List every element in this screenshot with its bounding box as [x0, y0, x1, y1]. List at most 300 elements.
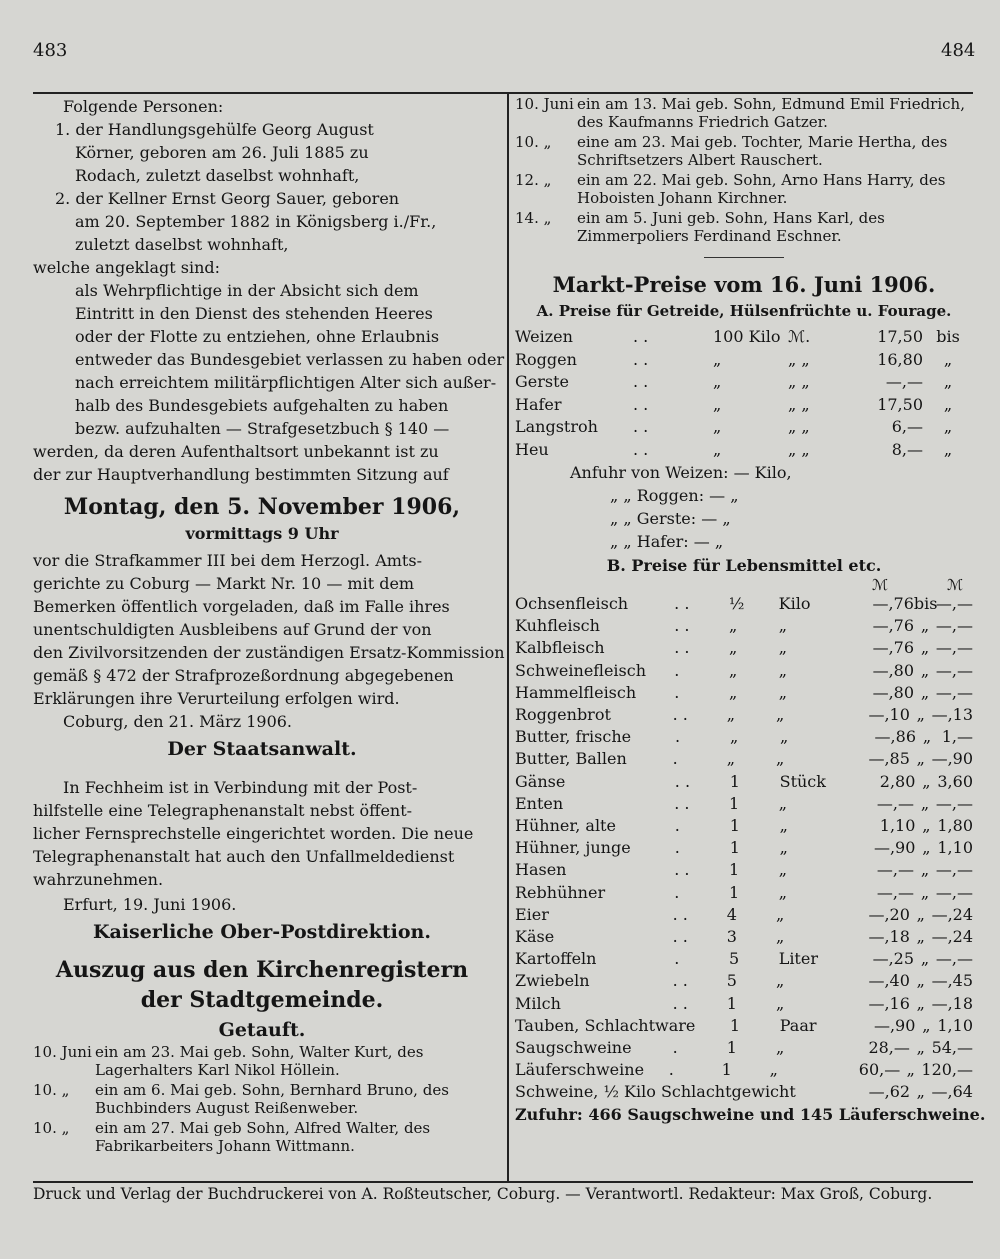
- text-line: Folgende Personen:: [63, 97, 224, 116]
- price-high: 1,—: [941, 727, 973, 747]
- register-entry: [33, 1119, 491, 1155]
- baptized-heading: Getauft.: [218, 1019, 306, 1041]
- text-line: werden, da deren Aufenthaltsort unbekannt ist zu: [33, 442, 439, 461]
- page-number-left: 483: [33, 40, 68, 61]
- price-high: —,—: [935, 882, 973, 902]
- price-low: —,76: [872, 594, 914, 613]
- item-name: Hühner, junge: [515, 838, 631, 858]
- leader-dots: . .: [672, 971, 688, 991]
- text-line: gemäß § 472 der Strafprozeßordnung abgegebenen: [33, 666, 454, 685]
- summons-text-2: [33, 549, 505, 710]
- entry-text: ein am 13. Mai geb. Sohn, Edmund Emil Friedrich, des Kaufmanns Friedrich Gatzer.: [577, 95, 965, 131]
- baptism-entries-right: [515, 95, 973, 245]
- text-line: 2. der Kellner Ernst Georg Sauer, geboren: [55, 189, 400, 208]
- signature-1: Der Staatsanwalt.: [167, 738, 357, 760]
- unit: „: [775, 993, 785, 1013]
- price-high: —,18: [931, 993, 974, 1013]
- leader-dots: .: [672, 1038, 678, 1058]
- right-column: [515, 95, 986, 1126]
- price-low: 8,—: [891, 439, 923, 459]
- price-low: —,80: [872, 660, 915, 680]
- text-line: wahrzunehmen.: [33, 870, 164, 889]
- supply-line: „ „ Gerste: — „: [610, 509, 731, 528]
- leader-dots: .: [674, 660, 680, 680]
- separator: „: [906, 1060, 915, 1080]
- quantity: 1: [728, 860, 740, 880]
- item-name: Butter, frische: [515, 727, 632, 747]
- separator: „: [943, 417, 953, 436]
- leader-dots: . .: [633, 349, 649, 369]
- price-low: —,90: [873, 1015, 916, 1035]
- leader-dots: . .: [674, 638, 690, 658]
- signature-2: Kaiserliche Ober-Postdirektion.: [93, 921, 431, 943]
- unit: „ „: [788, 349, 810, 369]
- price-low: —,90: [873, 838, 916, 858]
- quantity: 1: [729, 771, 740, 791]
- separator: „: [916, 971, 925, 991]
- unit: „: [779, 816, 788, 836]
- quantity: 5: [726, 971, 737, 991]
- section-b-heading: B. Preise für Lebensmittel etc.: [606, 556, 882, 575]
- quantity: 1: [728, 882, 740, 902]
- item-name: Heu: [515, 439, 549, 459]
- price-row: [515, 660, 973, 682]
- separator: „: [920, 860, 930, 880]
- leader-dots: . .: [672, 904, 688, 924]
- quantity: 3: [726, 927, 737, 947]
- price-low: —,—: [876, 882, 915, 902]
- price-low: 1,10: [879, 816, 916, 836]
- entry-date: 12. „: [515, 171, 552, 189]
- price-high: —,45: [931, 971, 974, 991]
- item-name: Hafer: [515, 394, 562, 414]
- price-high: 1,10: [937, 838, 973, 858]
- price-low: 17,50: [877, 394, 923, 414]
- separator: „: [922, 838, 931, 858]
- summons-text: [33, 95, 505, 486]
- quantity: 1: [729, 816, 740, 836]
- item-name: Tauben, Schlachtware: [515, 1015, 696, 1035]
- price-low: —,76: [872, 638, 915, 658]
- separator: „: [920, 682, 930, 702]
- separator: bis: [913, 594, 938, 613]
- price-high: 120,—: [921, 1060, 974, 1080]
- price-low: 60,—: [858, 1060, 901, 1080]
- unit: „: [775, 749, 785, 769]
- leader-dots: . .: [674, 771, 691, 791]
- price-row: [515, 726, 973, 748]
- unit: „: [769, 1060, 778, 1080]
- date-heading: Montag, den 5. November 1906,: [63, 494, 461, 520]
- currency-header: [515, 577, 973, 593]
- text-line: halb des Bundesgebiets aufgehalten zu haben: [75, 396, 449, 415]
- unit: „: [775, 971, 785, 991]
- price-low: —,76: [872, 616, 915, 636]
- separator: „: [922, 771, 931, 791]
- price-low: —,18: [868, 927, 910, 947]
- text-line: entweder das Bundesgebiet verlassen zu haben oder: [75, 350, 505, 369]
- separator: „: [916, 927, 925, 947]
- text-line: Telegraphenanstalt hat auch den Unfallmeldedienst: [33, 847, 455, 866]
- leader-dots: .: [674, 816, 680, 836]
- leader-dots: . .: [674, 594, 690, 613]
- text-line: am 20. September 1882 in Königsberg i./Fr.,: [75, 212, 437, 231]
- price-row: [515, 1037, 973, 1059]
- price-high: —,24: [931, 904, 974, 924]
- quantity: „: [728, 638, 738, 658]
- entry-date: 10. Juni: [33, 1043, 92, 1061]
- register-heading-2: der Stadtgemeinde.: [140, 987, 384, 1013]
- unit: Kilo: [778, 594, 811, 613]
- item-name: Zwiebeln: [515, 971, 590, 991]
- bottom-rule: [33, 1181, 973, 1183]
- register-heading-1: Auszug aus den Kirchenregistern: [55, 957, 469, 983]
- unit: Liter: [778, 949, 818, 969]
- price-high: —,64: [931, 1082, 973, 1102]
- price-row: [515, 993, 973, 1015]
- unit: „ „: [788, 439, 810, 459]
- text-line: als Wehrpflichtige in der Absicht sich dem: [75, 281, 419, 300]
- separator: „: [920, 660, 930, 680]
- entry-text: eine am 23. Mai geb. Tochter, Marie Hertha, des Schriftsetzers Albert Rauschert.: [577, 133, 948, 169]
- supply-line: „ „ Hafer: — „: [610, 532, 724, 551]
- place-date-2: Erfurt, 19. Juni 1906.: [63, 895, 237, 914]
- leader-dots: .: [674, 882, 680, 902]
- supply-lines: [515, 461, 973, 553]
- text-line: bezw. aufzuhalten — Strafgesetzbuch § 140 —: [75, 419, 450, 438]
- quantity: 1: [729, 838, 740, 858]
- text-line: Erklärungen ihre Verurteilung erfolgen wird.: [33, 689, 400, 708]
- unit: „ „: [788, 372, 810, 391]
- price-high: —,90: [931, 749, 974, 769]
- separator: „: [920, 638, 930, 658]
- unit: „: [775, 1038, 785, 1058]
- register-entry: [515, 209, 973, 245]
- register-entry: [515, 133, 973, 169]
- leader-dots: .: [668, 1060, 674, 1080]
- supply-total: Zufuhr: 466 Saugschweine und 145 Läuferschweine.: [515, 1104, 986, 1124]
- price-low: 2,80: [879, 771, 916, 791]
- quantity: 1: [726, 993, 737, 1013]
- register-entry: [33, 1081, 491, 1117]
- page-number-right: 484: [941, 40, 976, 61]
- column-divider: [507, 94, 509, 1181]
- section-a-heading: A. Preise für Getreide, Hülsenfrüchte u. Fourage.: [536, 302, 952, 320]
- place-date-1: Coburg, den 21. März 1906.: [63, 712, 293, 731]
- leader-dots: .: [674, 949, 680, 969]
- price-low: —,86: [874, 727, 916, 747]
- price-row: [515, 326, 973, 349]
- price-low: —,—: [876, 793, 915, 813]
- unit: „: [778, 882, 787, 902]
- price-row: [515, 416, 973, 439]
- unit: „: [775, 904, 785, 924]
- left-column: [33, 95, 505, 1157]
- telegraph-notice: [33, 776, 491, 891]
- leader-dots: . .: [633, 327, 649, 346]
- unit: [777, 1081, 847, 1103]
- item-name: Schweinefleisch: [515, 660, 647, 680]
- item-name: Langstroh: [515, 417, 598, 436]
- price-row: [515, 948, 973, 970]
- price-row: [515, 837, 973, 859]
- quantity: 4: [726, 904, 737, 924]
- unit: „ „: [788, 417, 810, 436]
- entry-date: 10. „: [33, 1119, 70, 1137]
- grain-price-table: [515, 326, 973, 461]
- price-row: [515, 1081, 973, 1103]
- quantity: „: [730, 727, 739, 747]
- entry-date: 10. „: [515, 133, 552, 151]
- price-row: [515, 970, 973, 992]
- market-title: Markt-Preise vom 16. Juni 1906.: [552, 272, 936, 297]
- quantity: „: [713, 349, 722, 369]
- text-line: den Zivilvorsitzenden der zuständigen Ersatz-Kommission: [33, 643, 505, 662]
- separator: „: [916, 993, 925, 1013]
- quantity: 100 Kilo: [713, 327, 781, 346]
- unit: „: [775, 705, 785, 725]
- item-name: Roggen: [515, 349, 577, 369]
- price-row: [515, 815, 973, 837]
- item-name: Rebhühner: [515, 882, 606, 902]
- leader-dots: . .: [633, 439, 649, 459]
- leader-dots: . .: [674, 793, 690, 813]
- text-line: Bemerken öffentlich vorgeladen, daß im Falle ihres: [33, 597, 450, 616]
- price-row: [515, 859, 973, 881]
- separator: „: [943, 349, 953, 369]
- unit: ℳ.: [788, 327, 811, 346]
- price-high: —,—: [935, 616, 973, 636]
- text-line: nach erreichtem militärpflichtigen Alter sich außer-: [75, 373, 497, 392]
- text-line: licher Fernsprechstelle eingerichtet worden. Die neue: [33, 824, 474, 843]
- text-line: der zur Hauptverhandlung bestimmten Sitzung auf: [33, 465, 449, 484]
- price-high: 1,10: [937, 1015, 973, 1035]
- leader-dots: .: [675, 727, 681, 747]
- register-entry: [33, 1043, 491, 1079]
- item-name: Hammelfleisch: [515, 682, 637, 702]
- entry-date: 10. „: [33, 1081, 70, 1099]
- price-low: 16,80: [877, 349, 923, 369]
- quantity: „: [713, 394, 722, 414]
- quantity: [729, 1081, 778, 1103]
- quantity: „: [713, 417, 722, 436]
- separator: „: [922, 1015, 931, 1035]
- register-entry: [515, 171, 973, 207]
- item-name: Butter, Ballen: [515, 749, 627, 769]
- quantity: 1: [721, 1060, 732, 1080]
- leader-dots: .: [674, 682, 680, 702]
- quantity: 1: [728, 793, 740, 813]
- price-low: —,—: [885, 372, 923, 391]
- supply-line: „ „ Roggen: — „: [610, 486, 739, 505]
- price-low: 28,—: [868, 1038, 910, 1058]
- unit: „: [778, 660, 787, 680]
- item-name: Läuferschweine: [515, 1060, 645, 1080]
- price-row: [515, 771, 973, 793]
- separator: „: [916, 904, 925, 924]
- leader-dots: . .: [633, 417, 649, 436]
- item-name: Enten: [515, 793, 564, 813]
- price-low: 17,50: [877, 327, 923, 346]
- price-high: —,13: [931, 705, 974, 725]
- unit: „: [780, 727, 789, 747]
- text-line: unentschuldigten Ausbleibens auf Grund der von: [33, 620, 432, 639]
- text-line: gerichte zu Coburg — Markt Nr. 10 — mit dem: [33, 574, 415, 593]
- price-low: —,25: [872, 949, 915, 969]
- entry-text: ein am 5. Juni geb. Sohn, Hans Karl, des Zimmerpoliers Ferdinand Eschner.: [577, 209, 885, 245]
- price-low: —,10: [868, 705, 910, 725]
- price-row: [515, 1059, 973, 1081]
- separator: „: [943, 372, 953, 391]
- price-low: —,62: [868, 1082, 911, 1102]
- unit: „: [775, 927, 785, 947]
- leader-dots: .: [674, 838, 680, 858]
- price-high: 54,—: [931, 1038, 974, 1058]
- price-row: [515, 904, 973, 926]
- separator: „: [920, 882, 930, 902]
- leader-dots: [675, 1015, 730, 1037]
- text-line: oder der Flotte zu entziehen, ohne Erlaubnis: [75, 327, 440, 346]
- unit: „: [779, 838, 788, 858]
- item-name: Käse: [515, 927, 555, 947]
- quantity: 1: [729, 1015, 741, 1035]
- currency-right: ℳ: [946, 576, 963, 594]
- price-high: —,—: [935, 660, 973, 680]
- text-line: welche angeklagt sind:: [33, 258, 221, 277]
- text-line: Eintritt in den Dienst des stehenden Heeres: [75, 304, 433, 323]
- leader-dots: .: [672, 749, 678, 769]
- separator: „: [916, 705, 925, 725]
- entry-text: ein am 22. Mai geb. Sohn, Arno Hans Harry, des Hoboisten Johann Kirchner.: [577, 171, 946, 207]
- item-name: Ochsenfleisch: [515, 594, 629, 613]
- text-line: zuletzt daselbst wohnhaft,: [75, 235, 289, 254]
- separator: „: [916, 1082, 925, 1102]
- item-name: Hühner, alte: [515, 816, 616, 836]
- time-line: vormittags 9 Uhr: [185, 524, 339, 543]
- unit: Stück: [779, 771, 826, 791]
- leader-dots: . .: [633, 394, 649, 414]
- price-row: [515, 793, 973, 815]
- unit: „: [778, 793, 787, 813]
- price-high: —,—: [935, 594, 974, 613]
- separator: „: [922, 816, 931, 836]
- quantity: „: [726, 749, 736, 769]
- item-name: Weizen: [515, 327, 573, 346]
- item-name: Gänse: [515, 771, 566, 791]
- leader-dots: . .: [633, 372, 649, 391]
- quantity: „: [713, 439, 722, 459]
- price-high: 3,60: [937, 771, 973, 791]
- separator: bis: [936, 327, 960, 346]
- text-line: Körner, geboren am 26. Juli 1885 zu: [75, 143, 369, 162]
- separator: „: [943, 394, 953, 414]
- separator: „: [916, 749, 925, 769]
- text-line: Rodach, zuletzt daselbst wohnhaft,: [75, 166, 360, 185]
- price-row: [515, 615, 973, 637]
- entry-text: ein am 23. Mai geb. Sohn, Walter Kurt, des Lagerhalters Karl Nikol Höllein.: [95, 1043, 424, 1079]
- price-low: —,20: [868, 904, 910, 924]
- item-name: Milch: [515, 993, 561, 1013]
- price-low: —,80: [872, 682, 915, 702]
- price-row: [515, 1015, 973, 1037]
- separator: „: [943, 439, 953, 459]
- item-name: Schweine, ½ Kilo Schlachtgewicht: [515, 1082, 796, 1102]
- item-name: Kalbfleisch: [515, 638, 605, 658]
- quantity: „: [713, 372, 722, 391]
- leader-dots: . .: [674, 616, 690, 636]
- price-high: —,—: [935, 860, 973, 880]
- price-low: —,40: [868, 971, 910, 991]
- imprint-footer: Druck und Verlag der Buchdruckerei von A. Roßteutscher, Coburg. — Verantwortl. Redakteur: Max Groß, Coburg.: [33, 1185, 933, 1203]
- price-row: [515, 704, 973, 726]
- price-row: [515, 882, 973, 904]
- top-rule: [33, 92, 973, 94]
- item-name: Hasen: [515, 860, 567, 880]
- unit: „: [778, 860, 787, 880]
- separator-rule: [704, 257, 784, 258]
- leader-dots: . .: [672, 927, 688, 947]
- price-row: [515, 637, 973, 659]
- price-row: [515, 439, 973, 462]
- price-low: —,—: [876, 860, 915, 880]
- supply-line: Anfuhr von Weizen: — Kilo,: [570, 463, 792, 482]
- unit: „: [778, 638, 787, 658]
- unit: Paar: [779, 1015, 817, 1035]
- leader-dots: . .: [672, 993, 688, 1013]
- quantity: „: [728, 660, 738, 680]
- leader-dots: . .: [674, 860, 690, 880]
- price-row: [515, 394, 973, 417]
- item-name: Kartoffeln: [515, 949, 597, 969]
- price-row: [515, 926, 973, 948]
- quantity: 5: [728, 949, 740, 969]
- price-row: [515, 593, 973, 615]
- item-name: Kuhfleisch: [515, 616, 600, 636]
- price-row: [515, 349, 973, 372]
- price-high: 1,80: [937, 816, 973, 836]
- item-name: Eier: [515, 904, 549, 924]
- entry-text: ein am 27. Mai geb Sohn, Alfred Walter, des Fabrikarbeiters Johann Wittmann.: [95, 1119, 431, 1155]
- price-row: [515, 748, 973, 770]
- register-entry: [515, 95, 973, 131]
- quantity: 1: [726, 1038, 737, 1058]
- baptism-entries-left: [33, 1043, 491, 1155]
- quantity: „: [726, 705, 736, 725]
- price-high: —,—: [935, 793, 973, 813]
- currency-left: ℳ: [871, 576, 888, 594]
- separator: „: [916, 1038, 925, 1058]
- unit: „: [778, 682, 787, 702]
- text-line: 1. der Handlungsgehülfe Georg August: [55, 120, 374, 139]
- separator: „: [920, 949, 930, 969]
- price-low: 6,—: [891, 417, 923, 436]
- item-name: Gerste: [515, 372, 570, 391]
- price-high: —,—: [935, 949, 973, 969]
- price-low: —,85: [868, 749, 910, 769]
- entry-text: ein am 6. Mai geb. Sohn, Bernhard Bruno, des Buchbinders August Reißenweber.: [95, 1081, 449, 1117]
- price-low: —,16: [868, 993, 910, 1013]
- separator: „: [922, 727, 932, 747]
- quantity: „: [728, 616, 738, 636]
- food-price-table: [515, 593, 973, 1104]
- separator: „: [920, 616, 930, 636]
- entry-date: 14. „: [515, 209, 552, 227]
- text-line: In Fechheim ist in Verbindung mit der Post-: [63, 778, 418, 797]
- item-name: Saugschweine: [515, 1038, 632, 1058]
- item-name: Roggenbrot: [515, 705, 611, 725]
- price-high: —,24: [931, 927, 974, 947]
- unit: „: [778, 616, 787, 636]
